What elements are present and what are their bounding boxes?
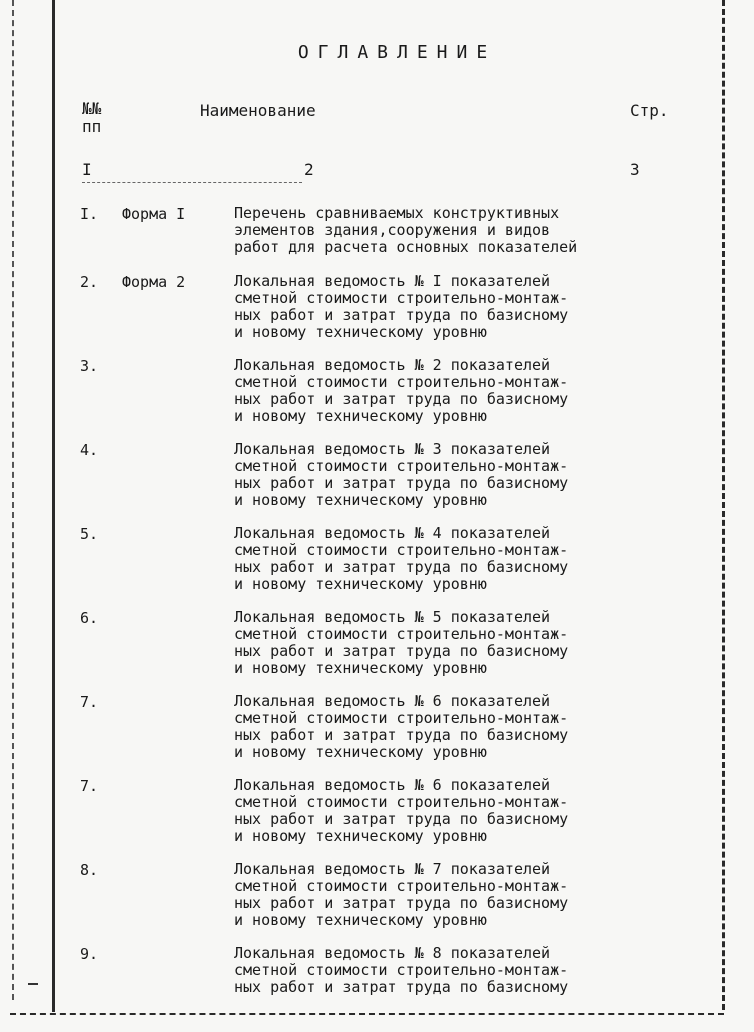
entry-title: Локальная ведомость № 3 показателей сметной стоимости строительно-монтаж- ных работ и затрат труда по базисному и новому техническому уровню (234, 440, 569, 509)
entry-title: Локальная ведомость № 5 показателей сметной стоимости строительно-монтаж- ных работ и затрат труда по базисному и новому техническому уровню (234, 608, 569, 677)
left-margin-dashed-line (12, 0, 14, 1000)
entry-number: 7. (80, 693, 99, 711)
right-margin-dashed-line (722, 0, 725, 1010)
entry-form: Форма 2 (122, 273, 186, 291)
page-title: ОГЛАВЛЕНИЕ (297, 42, 497, 63)
toc-entry (80, 357, 640, 433)
margin-tick-mark (28, 983, 38, 985)
toc-entry (80, 945, 640, 1021)
column-number-2: 2 (304, 160, 314, 179)
entry-number: 4. (80, 441, 99, 459)
header-name-label: Наименование (200, 101, 316, 120)
toc-entry (80, 441, 640, 517)
entry-title: Локальная ведомость № I показателей сметной стоимости строительно-монтаж- ных работ и затрат труда по базисному и новому техническому уровню (234, 272, 569, 341)
toc-entry (80, 205, 640, 281)
header-number-label: №№ пп (82, 99, 102, 136)
entry-title: Локальная ведомость № 2 показателей сметной стоимости строительно-монтаж- ных работ и затрат труда по базисному и новому техническому уровню (234, 356, 569, 425)
entry-number: 9. (80, 945, 99, 963)
entry-number: 3. (80, 357, 99, 375)
entry-number: 2. (80, 273, 99, 291)
entry-title: Локальная ведомость № 8 показателей сметной стоимости строительно-монтаж- ных работ и затрат труда по базисному (234, 944, 569, 996)
column-number-1: I (82, 160, 92, 179)
entry-form: Форма I (122, 205, 186, 223)
entry-title: Перечень сравниваемых конструктивных элементов здания,сооружения и видов работ для расчета основных показателей (234, 204, 578, 256)
header-page-label: Стр. (630, 101, 669, 120)
entry-title: Локальная ведомость № 7 показателей сметной стоимости строительно-монтаж- ных работ и затрат труда по базисному и новому техническому уровню (234, 860, 569, 929)
toc-entry (80, 273, 640, 349)
entry-number: 5. (80, 525, 99, 543)
entry-number: 6. (80, 609, 99, 627)
toc-entry (80, 609, 640, 685)
entry-number: 7. (80, 777, 99, 795)
entry-number: 8. (80, 861, 99, 879)
entry-number: I. (80, 205, 99, 223)
entry-title: Локальная ведомость № 6 показателей сметной стоимости строительно-монтаж- ных работ и затрат труда по базисному и новому техническому уровню (234, 776, 569, 845)
left-binding-line (52, 0, 55, 1012)
toc-entry (80, 525, 640, 601)
column-number-3: 3 (630, 160, 640, 179)
toc-entry (80, 777, 640, 853)
entry-title: Локальная ведомость № 4 показателей сметной стоимости строительно-монтаж- ных работ и затрат труда по базисному и новому техническому уровню (234, 524, 569, 593)
toc-entry (80, 861, 640, 937)
entry-title: Локальная ведомость № 6 показателей сметной стоимости строительно-монтаж- ных работ и затрат труда по базисному и новому техническому уровню (234, 692, 569, 761)
toc-entry (80, 693, 640, 769)
header-divider (82, 182, 302, 183)
